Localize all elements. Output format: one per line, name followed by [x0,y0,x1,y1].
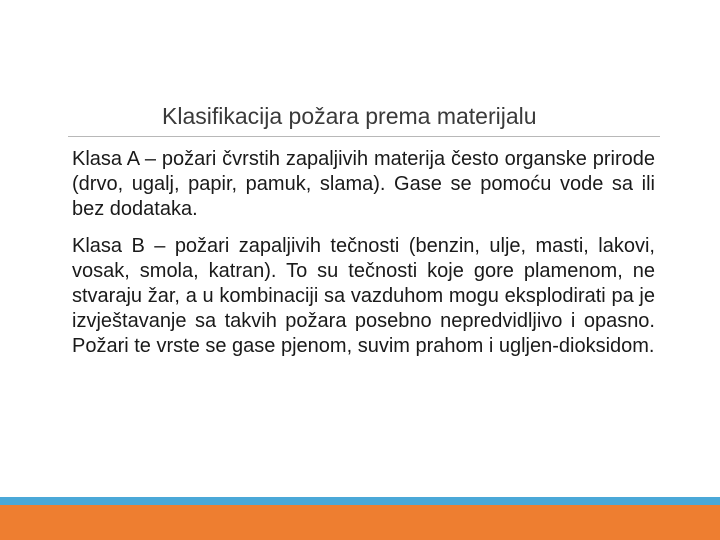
paragraph-class-b: Klasa B – požari zapaljivih tečnosti (benzin, ulje, masti, lakovi, vosak, smola, katran). To su tečnosti koje gore plamenom, ne stvaraju žar, a u kombinaciji sa vazduhom mogu eksplodirati pa je izvještavanje sa takvih požara posebno nepredvidljivo i opasno. Požari te vrste se gase pjenom, suvim prahom i ugljen-dioksidom. [72,235,655,357]
title-divider [68,136,660,137]
footer-band-blue [0,497,720,505]
slide-body [72,147,655,359]
paragraph-class-a: Klasa A – požari čvrstih zapaljivih materija često organske prirode (drvo, ugalj, papir, pamuk, slama). Gase se pomoću vode sa ili bez dodataka. [72,148,655,220]
slide-title: Klasifikacija požara prema materijalu [162,103,537,129]
footer-band-orange [0,505,720,540]
